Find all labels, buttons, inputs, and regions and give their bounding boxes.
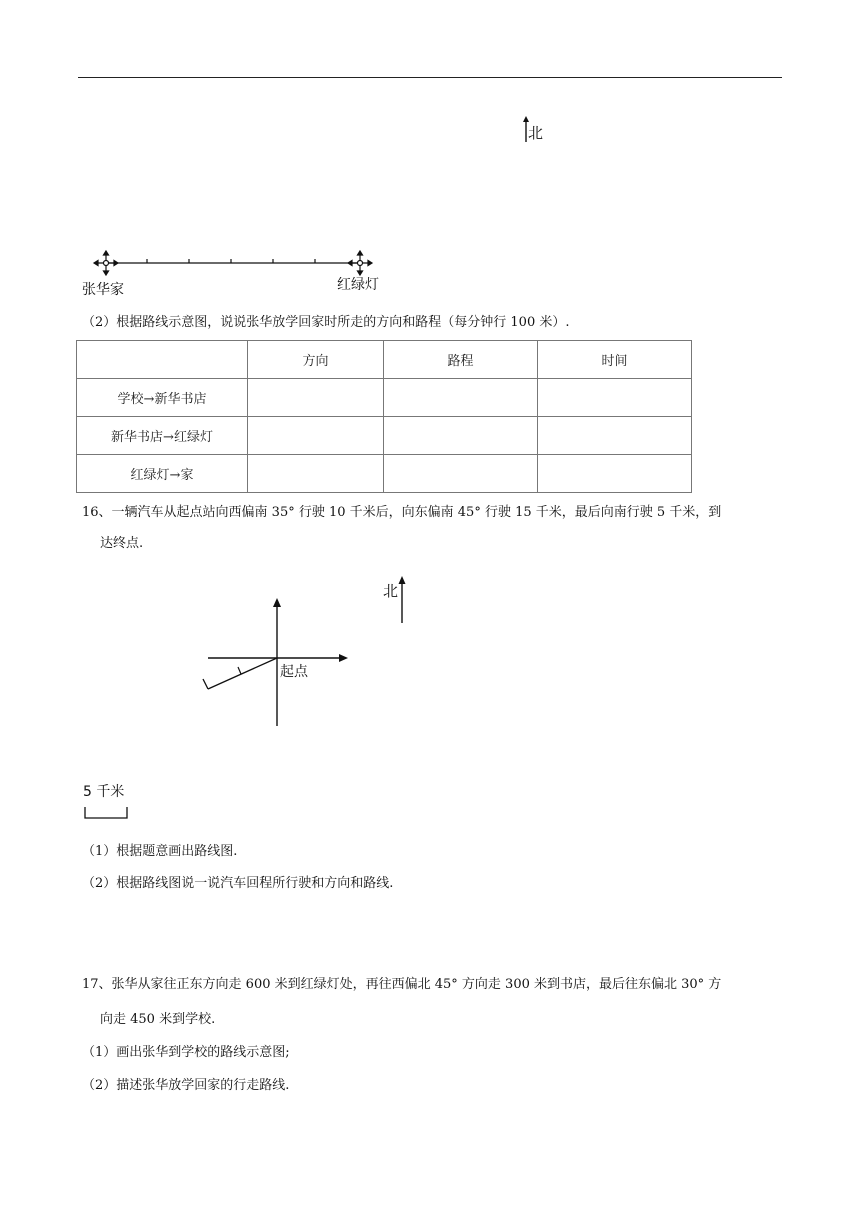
table-cell[interactable]: [538, 455, 692, 493]
home-label: 张华家: [82, 282, 124, 298]
table-cell[interactable]: [384, 417, 538, 455]
q17-part1: （1）画出张华到学校的路线示意图;: [82, 1045, 290, 1060]
table-cell[interactable]: [538, 417, 692, 455]
compass-marker-icon: [348, 251, 372, 275]
q16-text-line1: 16、一辆汽车从起点站向西偏南 35° 行驶 10 千米后，向东偏南 45° 行驶 15 千米，最后向南行驶 5 千米，到: [82, 505, 722, 520]
table-row: [77, 417, 692, 455]
table-row: [77, 379, 692, 417]
traffic-light-label: 红绿灯: [337, 277, 379, 293]
scale-label: 5 千米: [83, 784, 125, 800]
table-cell[interactable]: [248, 455, 384, 493]
table-header-row: [77, 341, 692, 379]
north-label: 北: [528, 124, 544, 142]
q17-text-line2: 向走 450 米到学校.: [100, 1012, 216, 1027]
table-row-label: 新华书店→红绿灯: [77, 417, 248, 455]
q16-text-line2: 达终点.: [100, 536, 144, 551]
q17-part2: （2）描述张华放学回家的行走路线.: [82, 1078, 290, 1093]
table-header-cell: 时间: [538, 341, 692, 379]
table-header-cell: 方向: [248, 341, 384, 379]
table-row: [77, 455, 692, 493]
scale-bar: [84, 806, 130, 820]
table-cell[interactable]: [384, 455, 538, 493]
q16-part1: （1）根据题意画出路线图.: [82, 844, 238, 859]
q16-north-label: 北: [383, 582, 399, 600]
start-label: 起点: [280, 664, 308, 680]
table-cell[interactable]: [248, 379, 384, 417]
q15-part2: （2）根据路线示意图，说说张华放学回家时所走的方向和路程（每分钟行 100 米）.: [82, 315, 570, 330]
table-header-cell: [77, 341, 248, 379]
table-header-cell: 路程: [384, 341, 538, 379]
header-rule: [78, 77, 782, 78]
q16-part2: （2）根据路线图说一说汽车回程所行驶和方向和路线.: [82, 876, 394, 891]
table-row-label: 学校→新华书店: [77, 379, 248, 417]
compass-marker-icon: [94, 251, 118, 275]
q17-text-line1: 17、张华从家往正东方向走 600 米到红绿灯处，再往西偏北 45° 方向走 300 米到书店，最后往东偏北 30° 方: [82, 977, 722, 992]
table-cell[interactable]: [538, 379, 692, 417]
route-table: [76, 340, 692, 493]
q16-north-arrow-icon: [396, 576, 408, 626]
table-row-label: 红绿灯→家: [77, 455, 248, 493]
table-cell[interactable]: [248, 417, 384, 455]
table-cell[interactable]: [384, 379, 538, 417]
